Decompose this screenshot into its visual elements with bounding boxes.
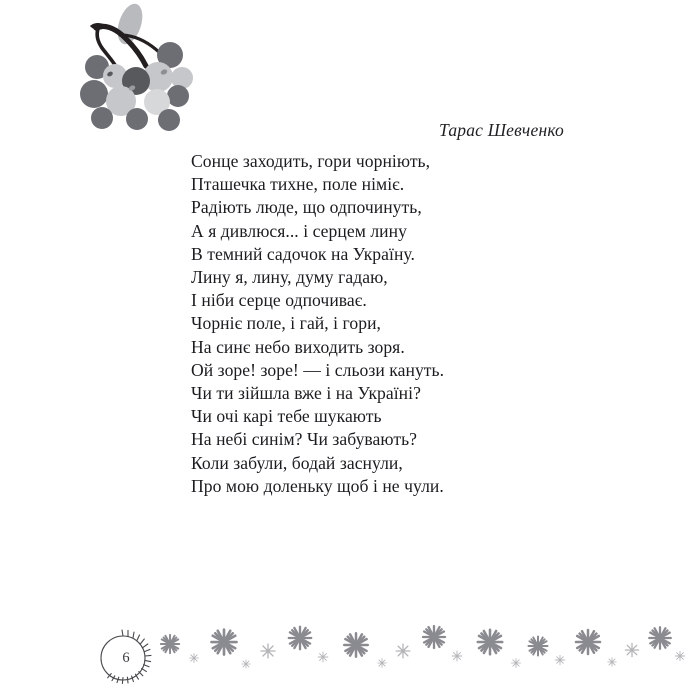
poem-line: На небі синім? Чи забувають? [191,429,418,450]
poem-line: Ой зоре! зоре! — і сльози кануть. [191,359,445,380]
poem-line: Чи ти зійшла вже і на Україні? [191,383,421,404]
berry-cluster-illustration [74,2,206,132]
poem-line: На синє небо виходить зоря. [191,336,405,357]
page-number-badge [93,628,157,688]
poem-line: Чорніє поле, і гай, і гори, [191,313,381,334]
poem-body [191,150,531,498]
poem-line: В темний садочок на Україну. [191,243,415,264]
page-footer [0,620,700,700]
berry [80,80,108,108]
poem-line: А я дивлюся... і серцем лину [191,220,407,241]
poem-line: Сонце заходить, гори чорніють, [191,151,431,171]
page-number: 6 [122,650,130,666]
snowflake-rosette-border [160,620,700,700]
poem-line: І ніби серце одпочиває. [191,290,367,311]
poem-line: Коли забули, бодай заснули, [191,452,403,473]
poem-line: Пташечка тихне, поле німіє. [191,174,405,195]
poem-line: Про мою доленьку щоб і не чули. [191,475,444,496]
author-line [0,120,564,141]
poem-line: Радіють люде, що одпочинуть, [191,197,422,218]
berry [167,85,189,107]
author-name: Тарас Шевченко [439,120,564,140]
poem-line: Чи очі карі тебе шукають [191,406,382,427]
poem-line: Лину я, лину, думу гадаю, [191,267,388,288]
